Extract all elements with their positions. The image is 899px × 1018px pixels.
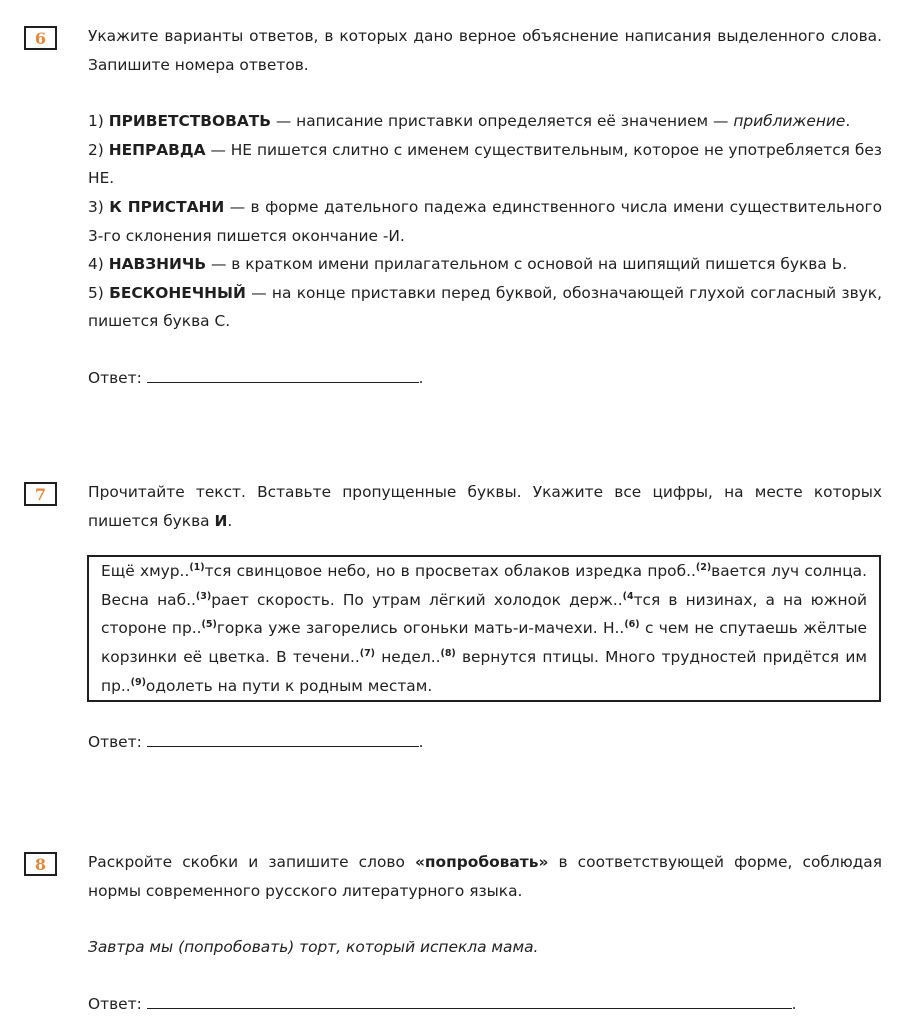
answer-row: Ответ: . [88,364,882,393]
task-number-badge: 8 [24,852,57,876]
answer-input-line[interactable] [147,364,419,383]
passage-box: Ещё хмур..$^{(1)}$тся свинцовое небо, но в просветах облаков изредка проб..$^{(2)}$вается луч солнца. Весна наб..$^{(3)}$рает скорость. По утрам лёгкий холодок держ..$^{(4}$тся в низинах, а на южной стороне пр..$^{(5)}$горка уже загорелись огоньки мать-и-мачехи. Н..$^{(6)}$ с чем не спутаешь жёлтые корзинки её цветка. В течени..$^{(7)}$ недел..$^{(8)}$ вернутся птицы. Много трудностей придётся им пр..$^{(9)}$одолеть на пути к родным местам. [87,555,881,702]
task-number-badge: 6 [24,26,57,50]
answer-label: Ответ: [88,733,147,752]
option-word: БЕСКОНЕЧНЫЙ [109,283,246,302]
task-sentence: Завтра мы (попробовать) торт, который испекла мама. [88,938,539,957]
task-number-badge: 7 [24,482,57,506]
task-content [88,848,882,1018]
gap-marker: (3) [195,590,212,602]
answer-label: Ответ: [88,994,147,1013]
option-word: ПРИВЕТСТВОВАТЬ [108,112,271,131]
answer-row: Ответ: . [88,990,882,1018]
task-content [88,478,882,757]
task-content [88,22,882,393]
gap-marker: (5) [201,619,217,631]
task-instruction: Прочитайте текст. Вставьте пропущенные буквы. Укажите все цифры, на месте которых пишется буква И. [88,483,882,530]
option-4: 4) НАВЗНИЧЬ — в кратком имени прилагательном с основой на шипящий пишется буква Ь. [88,255,848,274]
answer-label: Ответ: [88,368,147,387]
answer-input-line[interactable] [147,728,419,747]
answer-input-line[interactable] [147,990,792,1009]
gap-marker: (8) [440,647,456,659]
option-word: К ПРИСТАНИ [109,197,225,216]
gap-marker: (2) [695,562,712,574]
option-2: 2) НЕПРАВДА — НЕ пишется слитно с именем существительным, которое не употребляется без НЕ. [88,140,882,188]
task-instruction: Раскройте скобки и запишите слово «попробовать» в соответствующей форме, соблюдая нормы современного русского литературного языка. [88,853,882,900]
gap-marker: (9) [130,676,146,688]
option-1: 1) ПРИВЕТСТВОВАТЬ — написание приставки определяется её значением — приближение. [88,112,851,131]
gap-marker: (7) [359,647,376,659]
option-word: НАВЗНИЧЬ [108,255,207,274]
option-word: НЕПРАВДА [108,140,206,159]
task-instruction: Укажите варианты ответов, в которых дано верное объяснение написания выделенного слова. Запишите номера ответов. [88,27,882,74]
answer-row: Ответ: . [88,728,882,757]
gap-marker: (1) [189,562,205,574]
option-3: 3) К ПРИСТАНИ — в форме дательного падежа единственного числа имени существительного 3-го склонения пишется окончание -И. [88,197,882,245]
gap-marker: (6) [624,619,640,631]
gap-marker: (4 [622,590,634,602]
option-5: 5) БЕСКОНЕЧНЫЙ — на конце приставки перед буквой, обозначающей глухой согласный звук, пишется буква С. [88,283,882,331]
